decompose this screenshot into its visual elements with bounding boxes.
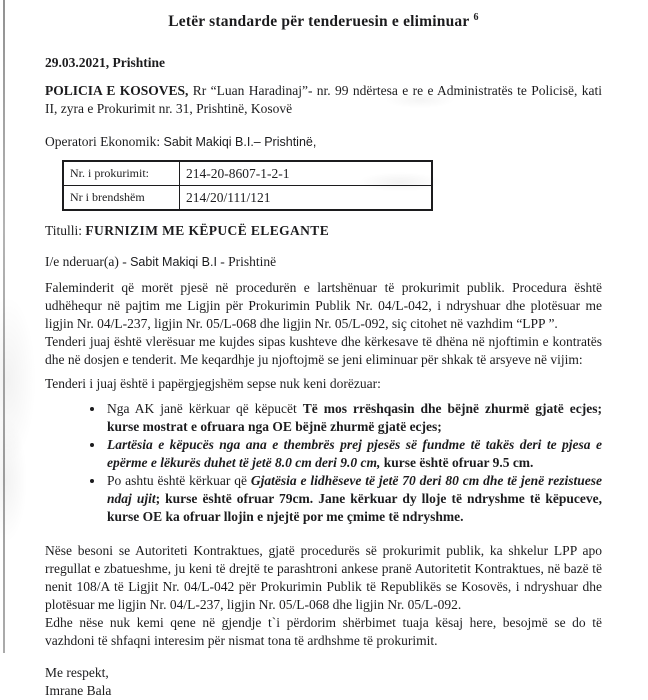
page-scan-edge <box>3 0 5 653</box>
table-row <box>63 161 432 186</box>
appeal-block <box>45 542 602 650</box>
reason-2-offered: kurse është ofruar 9.5 cm. <box>380 455 534 471</box>
intro-block <box>45 279 602 369</box>
salutation-suffix: - Prishtinë <box>216 254 277 270</box>
signature-name: Imrane Bala <box>45 683 112 699</box>
recipient-address: Rr “Luan Haradinaj”- nr. 99 ndërtesa e re e Administratës te Policisë, kati II, zyra e Prokurimit nr. 31, Prishtinë, Kosovë <box>45 83 602 117</box>
operator-label: Operatori Ekonomik: <box>45 134 164 150</box>
contract-title-label: Titulli: <box>45 223 86 239</box>
contract-title-value: FURNIZIM ME KËPUCË ELEGANTE <box>85 223 330 239</box>
letter-content <box>45 0 602 700</box>
salutation-prefix: I/e nderuar(a) - <box>45 254 131 270</box>
reason-3-requirement: Gjatësia e lidhëseve të jetë 70 deri 80 cm dhe të jenë rezistuese ndaj ujit <box>107 473 602 507</box>
thanks-paragraph: Faleminderit që morët pjesë në procedurën e lartshënuar të prokurimit publik. Procedura është udhëhequr në pajtim me Ligjin për Prokurimin Publik Nr. 04/L-042, i ndryshuar dhe plotësuar me ligjin Nr. 04/L-237, ligjin Nr. 05/L-068 dhe ligjin Nr. 05/L-092, siç citohet në vazhdim “LPP ”. <box>45 280 602 332</box>
list-item <box>105 436 602 472</box>
internal-number-label: Nr i brendshëm <box>63 186 180 211</box>
reason-1-normal: Nga AK janë kërkuar që këpucët <box>107 401 303 417</box>
procurement-number-label: Nr. i prokurimit: <box>63 161 180 186</box>
salutation-name: Sabit Makiqi B.I <box>130 255 217 270</box>
document-title-text: Letër standarde për tenderuesin e eliminuar <box>168 13 470 31</box>
closing-salutation: Me respekt, <box>45 665 109 681</box>
economic-operator-line <box>45 133 602 151</box>
recipient-paragraph <box>45 82 602 118</box>
operator-value: Sabit Makiqi B.I.– Prishtinë, <box>163 135 317 150</box>
reason-2-requirement: Lartësia e këpucës nga ana e thembrës prej pjesës së fundme të takës deri te pjesa e epërme e lëkurës duhet të jetë 8.0 cm deri 9.0 cm, <box>107 437 602 471</box>
document-title <box>45 0 602 32</box>
procurement-number-value: 214-20-8607-1-2-1 <box>180 161 433 186</box>
reason-1-bold: Të mos rrëshqasin dhe bëjnë zhurmë gjatë ecjes; kurse mostrat e ofruara nga OE bëjnë zhurmë gjatë ecjes; <box>107 401 602 435</box>
date-line: 29.03.2021, Prishtine <box>45 55 165 71</box>
procurement-reference-table <box>62 160 433 211</box>
elimination-reasons-list <box>45 400 602 526</box>
table-row <box>63 186 432 211</box>
appeal-paragraph: Nëse besoni se Autoriteti Kontraktues, gjatë procedurës së prokurimit publik, ka shkelur LPP apo rregullat e zbatueshme, ju keni të drejtë te parashtroni ankese pranë Autoritetit Kontraktues, në bazë të nenit 108/A të Ligjit Nr. 04/L-042 për Prokurimin Publik të Republikës se Kosovës, i ndryshuar dhe plotësuar me ligjin Nr. 04/L-237, ligjin Nr. 05/L-068 dhe ligjin Nr. 05/L-092. <box>45 543 602 613</box>
list-item <box>105 472 602 526</box>
salutation-line <box>45 253 602 271</box>
list-item <box>105 400 602 436</box>
reason-3-normal: Po ashtu është kërkuar që <box>107 473 251 489</box>
future-interest-paragraph: Edhe nëse nuk kemi qene në gjendje t`i përdorim shërbimet tuaja kësaj here, besojmë se do të vazhdoni të shfaqni interesim për nismat tona të ardhshme të prokurimit. <box>45 615 602 649</box>
contract-title-line <box>45 222 602 240</box>
footnote-marker: 6 <box>473 12 479 23</box>
elimination-reason-intro: Tenderi i juaj është i papërgjegjshëm sepse nuk keni dorëzuar: <box>45 376 381 392</box>
internal-number-value: 214/20/111/121 <box>180 186 433 211</box>
recipient-name: POLICIA E KOSOVES, <box>45 83 189 99</box>
reason-3-offered: ; kurse është ofruar 79cm. Jane kërkuar dy lloje të ndryshme të këpuceve, kurse OE ka ofruar llojin e njejtë por me çmime të ndryshme. <box>107 491 602 525</box>
evaluation-paragraph: Tenderi juaj është vlerësuar me kujdes sipas kushteve dhe kërkesave të dhëna në njoftimin e kontratës dhe në dosjen e tenderit. Me keqardhje ju njoftojmë se jeni eliminuar për shkak të arsyeve në vijim: <box>45 334 602 368</box>
